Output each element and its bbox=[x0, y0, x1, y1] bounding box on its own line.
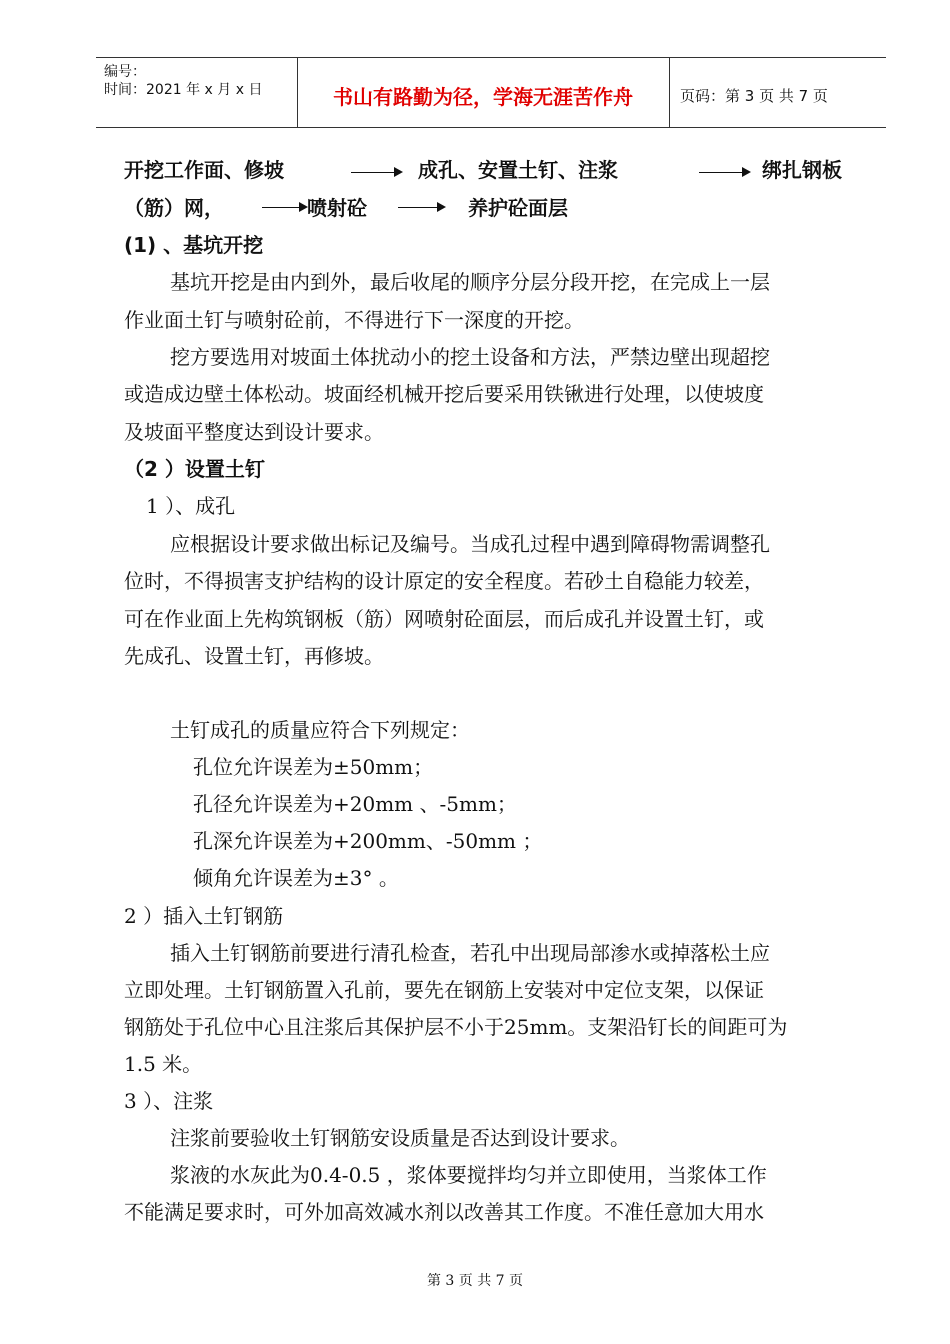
paragraph-line: 插入土钉钢筋前要进行清孔检查，若孔中出现局部渗水或掉落松土应 bbox=[170, 941, 770, 965]
document-time-label: 时间：2021 年 x 月 x 日 bbox=[104, 82, 263, 98]
list-item: 孔位允许误差为±50mm； bbox=[193, 755, 434, 779]
paragraph-line: 立即处理。土钉钢筋置入孔前，要先在钢筋上安装对中定位支架，以保证 bbox=[124, 978, 764, 1002]
flow-step-3-cont: （筋）网， bbox=[124, 196, 224, 220]
flow-step-5: 养护砼面层 bbox=[468, 196, 568, 220]
subsection-heading: 2 ）插入土钉钢筋 bbox=[124, 904, 284, 928]
paragraph-line: 先成孔、设置土钉，再修坡。 bbox=[124, 644, 384, 668]
flow-arrow bbox=[699, 172, 749, 173]
flow-arrow bbox=[398, 207, 444, 208]
header-divider bbox=[669, 58, 670, 127]
header-motto: 书山有路勤为径，学海无涯苦作舟 bbox=[333, 85, 633, 109]
paragraph-line: 位时，不得损害支护结构的设计原定的安全程度。若砂土自稳能力较差， bbox=[124, 569, 764, 593]
paragraph-line: 可在作业面上先构筑钢板（筋）网喷射砼面层，而后成孔并设置土钉，或 bbox=[124, 607, 764, 631]
paragraph-line: 作业面土钉与喷射砼前，不得进行下一深度的开挖。 bbox=[124, 308, 584, 332]
paragraph-line: 及坡面平整度达到设计要求。 bbox=[124, 420, 384, 444]
flow-step-3: 绑扎钢板 bbox=[762, 158, 842, 182]
paragraph-line: 1.5 米。 bbox=[124, 1052, 203, 1076]
paragraph-line: 或造成边壁土体松动。坡面经机械开挖后要采用铁锹进行处理，以使坡度 bbox=[124, 382, 764, 406]
page-footer: 第 3 页 共 7 页 bbox=[426, 1273, 524, 1289]
paragraph-line: 土钉成孔的质量应符合下列规定： bbox=[170, 718, 470, 742]
flow-step-4: 喷射砼 bbox=[307, 196, 367, 220]
paragraph-line: 基坑开挖是由内到外，最后收尾的顺序分层分段开挖，在完成上一层 bbox=[170, 270, 770, 294]
paragraph-line: 挖方要选用对坡面土体扰动小的挖土设备和方法，严禁边壁出现超挖 bbox=[170, 345, 770, 369]
header-meta bbox=[96, 58, 297, 127]
header-page-number: 页码：第 3 页 共 7 页 bbox=[680, 87, 828, 105]
page-header bbox=[96, 57, 886, 128]
paragraph-line: 应根据设计要求做出标记及编号。当成孔过程中遇到障碍物需调整孔 bbox=[170, 532, 770, 556]
document-number-label: 编号： bbox=[104, 64, 146, 80]
list-item: 孔径允许误差为+20mm 、-5mm； bbox=[193, 792, 517, 816]
paragraph-line: 注浆前要验收土钉钢筋安设质量是否达到设计要求。 bbox=[170, 1126, 630, 1150]
paragraph-line: 不能满足要求时，可外加高效减水剂以改善其工作度。不准任意加大用水 bbox=[124, 1200, 764, 1224]
list-item: 孔深允许误差为+200mm、-50mm ； bbox=[193, 829, 543, 853]
paragraph-line: 钢筋处于孔位中心且注浆后其保护层不小于25mm。支架沿钉长的间距可为 bbox=[124, 1015, 788, 1039]
section-heading: （2 ）设置土钉 bbox=[124, 457, 265, 481]
subsection-heading: 1 ）、成孔 bbox=[146, 494, 236, 518]
flow-step-2: 成孔、安置土钉、注浆 bbox=[418, 158, 618, 182]
subsection-heading: 3 ）、注浆 bbox=[124, 1089, 214, 1113]
section-heading: (1) 、基坑开挖 bbox=[124, 233, 264, 257]
flow-arrow bbox=[351, 172, 401, 173]
flow-step-1: 开挖工作面、修坡 bbox=[124, 158, 284, 182]
flow-arrow bbox=[262, 207, 306, 208]
list-item: 倾角允许误差为±3° 。 bbox=[193, 866, 399, 890]
paragraph-line: 浆液的水灰此为0.4-0.5 ，浆体要搅拌均匀并立即使用，当浆体工作 bbox=[170, 1163, 767, 1187]
